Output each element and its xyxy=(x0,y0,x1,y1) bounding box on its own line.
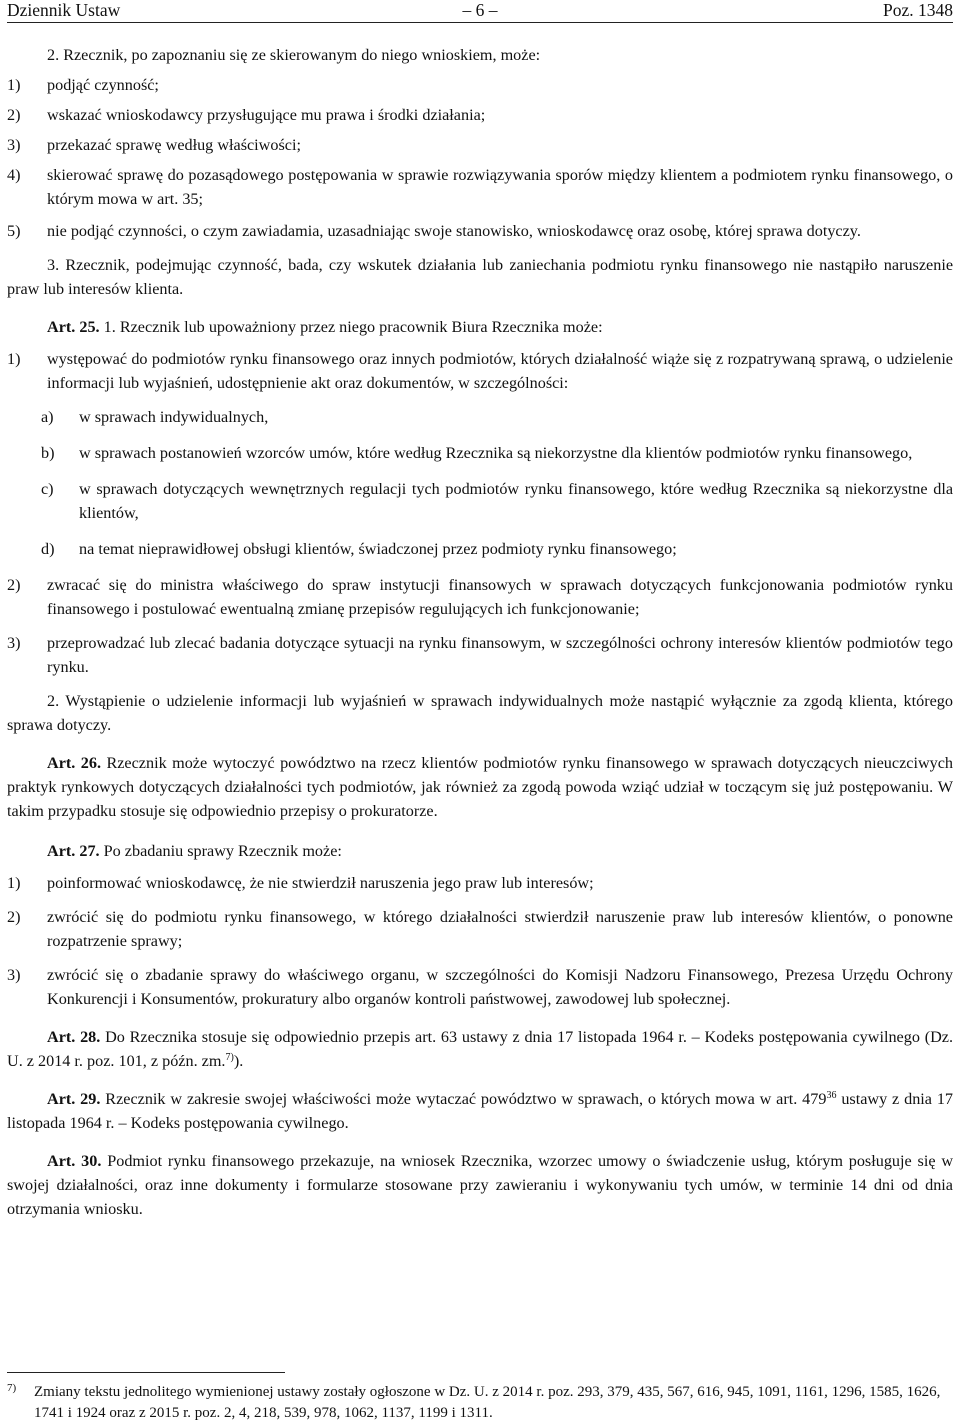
article-label: Art. 29. xyxy=(47,1090,101,1108)
document-body xyxy=(7,43,953,1221)
page-header xyxy=(7,0,953,23)
section-2-intro: 2. Rzecznik, po zapoznaniu się ze skierowanym do niego wnioskiem, może: xyxy=(47,46,541,64)
sub-list-text: w sprawach indywidualnych, xyxy=(79,408,269,426)
sub-list-letter: d) xyxy=(41,540,55,558)
page-number: – 6 – xyxy=(462,0,498,20)
list-number: 3) xyxy=(7,634,21,652)
article-28 xyxy=(7,1025,953,1073)
list-text: zwracać się do ministra właściwego do spraw instytucji finansowych w sprawach dotyczących funkcjonowania podmiotów rynku finansowego i postulować ewentualną zmianę przepisów regulujących ich funkcjonowanie; xyxy=(47,576,953,618)
list-number: 3) xyxy=(7,136,21,154)
list-number: 2) xyxy=(7,908,21,926)
sub-list-item xyxy=(7,477,953,525)
list-item xyxy=(7,73,953,97)
section-3-paragraph: 3. Rzecznik, podejmując czynność, bada, czy wskutek działania lub zaniechania podmiotu rynku finansowego nie nastąpiło naruszenie praw lub interesów klienta. xyxy=(7,256,953,298)
list-number: 2) xyxy=(7,576,21,594)
list-item xyxy=(7,163,953,211)
article-superscript: 36 xyxy=(826,1090,837,1101)
list-number: 1) xyxy=(7,350,21,368)
list-item xyxy=(7,631,953,679)
sub-list-item xyxy=(7,441,953,465)
sub-list-letter: a) xyxy=(41,408,54,426)
article-label: Art. 25. xyxy=(47,318,100,336)
list-text: występować do podmiotów rynku finansowego oraz innych podmiotów, których działalność wiąże się z rozpatrywaną sprawą, o udzielenie informacji lub wyjaśnień, udostępnienie akt oraz dokumentów, w szczególności: xyxy=(47,350,953,392)
list-number: 4) xyxy=(7,166,21,184)
article-label: Art. 27. xyxy=(47,842,100,860)
list-text: przeprowadzać lub zlecać badania dotyczące sytuacji na rynku finansowym, w szczególności ochrony interesów klientów podmiotów tego rynku. xyxy=(47,634,953,676)
list-number: 5) xyxy=(7,222,21,240)
article-29 xyxy=(7,1087,953,1135)
position-number: Poz. 1348 xyxy=(883,0,953,20)
article-26 xyxy=(7,751,953,823)
list-item xyxy=(7,219,953,243)
sub-list-text: w sprawach postanowień wzorców umów, które według Rzecznika są niekorzystne dla klientów podmiotów rynku finansowego, xyxy=(79,444,913,462)
article-text: 1. Rzecznik lub upoważniony przez niego pracownik Biura Rzecznika może: xyxy=(103,318,603,336)
list-text: zwrócić się do podmiotu rynku finansowego, w którego działalności stwierdził naruszenie praw lub interesów klientów, o ponowne rozpatrzenie sprawy; xyxy=(47,908,953,950)
sub-list-item xyxy=(7,405,953,429)
list-text: poinformować wnioskodawcę, że nie stwierdził naruszenia jego praw lub interesów; xyxy=(47,874,594,892)
article-text: Rzecznik może wytoczyć powództwo na rzecz klientów podmiotów rynku finansowego w sprawach dotyczących nieuczciwych praktyk rynkowych dotyczących działalności tych podmiotów, jak również za zgodą powoda wziąć udział w toczącym się już postępowaniu. W takim przypadku stosuje się odpowiednio przepisy o prokuratorze. xyxy=(7,754,954,820)
footnote xyxy=(7,1382,953,1424)
article-text: Po zbadaniu sprawy Rzecznik może: xyxy=(103,842,342,860)
sub-list-item xyxy=(7,537,953,561)
list-text: skierować sprawę do pozasądowego postępowania w sprawie rozwiązywania sporów między klientem a podmiotem rynku finansowego, o którym mowa w art. 35; xyxy=(47,166,953,208)
sub-list-letter: c) xyxy=(41,480,54,498)
article-text: Do Rzecznika stosuje się odpowiednio przepis art. 63 ustawy z dnia 17 listopada 1964 r. – Kodeks postępowania cywilnego (Dz. U. z 2014 r. poz. 101, z późn. zm. xyxy=(7,1028,954,1070)
article-30 xyxy=(7,1149,953,1221)
list-item xyxy=(7,573,953,621)
list-text: zwrócić się o zbadanie sprawy do właściwego organu, w szczególności do Komisji Nadzoru Finansowego, Prezesa Urzędu Ochrony Konkurencji i Konsumentów, prokuratury albo organów kontroli państwowej, zawodowej lub społecznej. xyxy=(47,966,953,1008)
list-number: 1) xyxy=(7,874,21,892)
footnote-mark: 7) xyxy=(7,1382,17,1394)
journal-name: Dziennik Ustaw xyxy=(7,0,121,20)
article-text: Podmiot rynku finansowego przekazuje, na wniosek Rzecznika, wzorzec umowy o świadczenie usług, którym posługuje się w swojej działalności, oraz inne dokumenty i formularze stosowane przy zawieraniu i wykonywaniu tych umów, w terminie 14 dni od dnia otrzymania wniosku. xyxy=(7,1152,954,1218)
list-item xyxy=(7,963,953,1011)
article-label: Art. 30. xyxy=(47,1152,102,1170)
article-25-paragraph-2: 2. Wystąpienie o udzielenie informacji lub wyjaśnień w sprawach indywidualnych może nastąpić wyłącznie za zgodą klienta, którego sprawa dotyczy. xyxy=(7,692,953,734)
footnote-divider xyxy=(7,1372,285,1373)
list-text: wskazać wnioskodawcy przysługujące mu prawa i środki działania; xyxy=(47,106,486,124)
list-text: podjąć czynność; xyxy=(47,76,159,94)
article-text-tail: ). xyxy=(233,1052,244,1070)
list-number: 1) xyxy=(7,76,21,94)
list-item xyxy=(7,905,953,953)
sub-list-text: w sprawach dotyczących wewnętrznych regulacji tych podmiotów rynku finansowego, które według Rzecznika są niekorzystne dla klientów, xyxy=(79,480,953,522)
sub-list-letter: b) xyxy=(41,444,55,462)
list-number: 2) xyxy=(7,106,21,124)
article-text: Rzecznik w zakresie swojej właściwości może wytaczać powództwo w sprawach, o których mowa w art. 479 xyxy=(105,1090,827,1108)
article-25-intro xyxy=(7,315,953,339)
list-item xyxy=(7,871,953,895)
footnote-reference: 7) xyxy=(225,1052,234,1063)
article-27-intro xyxy=(7,839,953,863)
sub-list-text: na temat nieprawidłowej obsługi klientów, świadczonej przez podmioty rynku finansowego; xyxy=(79,540,677,558)
article-text-tail: ustawy z dnia 17 listopada 1964 r. – Kodeks postępowania cywilnego. xyxy=(7,1090,954,1132)
list-item xyxy=(7,347,953,395)
article-label: Art. 26. xyxy=(47,754,101,772)
footnote-text: Zmiany tekstu jednolitego wymienionej ustawy zostały ogłoszone w Dz. U. z 2014 r. poz. 293, 379, 435, 567, 616, 945, 1091, 1161, 1296, 1585, 1626, 1741 i 1924 oraz z 2015 r. poz. 2, 4, 218, 539, 978, 1062, 1137, 1199 i 1311. xyxy=(34,1384,941,1421)
article-label: Art. 28. xyxy=(47,1028,101,1046)
list-item xyxy=(7,133,953,157)
list-text: nie podjąć czynności, o czym zawiadamia, uzasadniając swoje stanowisko, wnioskodawcę oraz osobę, której sprawa dotyczy. xyxy=(47,222,861,240)
list-number: 3) xyxy=(7,966,21,984)
list-text: przekazać sprawę według właściwości; xyxy=(47,136,301,154)
list-item xyxy=(7,103,953,127)
